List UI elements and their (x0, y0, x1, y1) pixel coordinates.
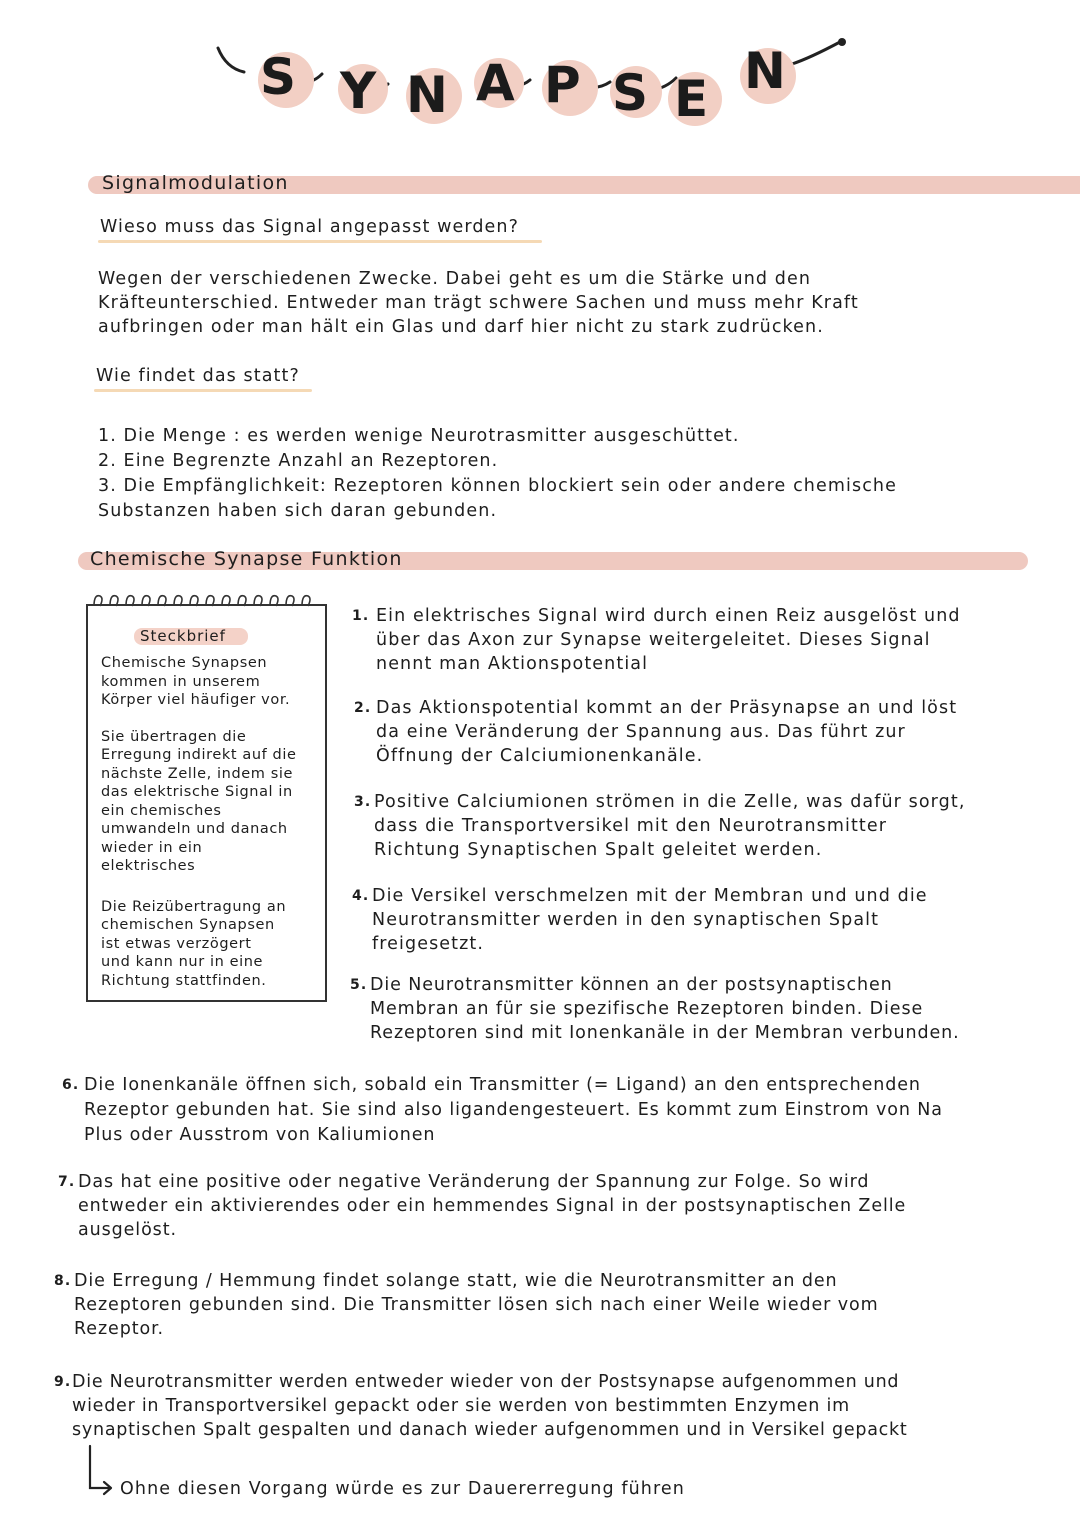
step-number: 8. (54, 1273, 72, 1289)
step-line: da eine Veränderung der Spannung aus. Das führt zur (376, 722, 906, 742)
conclusion-text: Ohne diesen Vorgang würde es zur Dauererregung führen (120, 1479, 685, 1499)
steckbrief-line: Körper viel häufiger vor. (101, 692, 291, 708)
step-number: 9. (54, 1374, 72, 1390)
title-letter: S (612, 64, 649, 122)
step-line: Rezeptoren sind mit Ionenkanäle in der Membran verbunden. (370, 1023, 960, 1043)
steckbrief-line: Richtung stattfinden. (101, 972, 267, 989)
arrow-right-icon (80, 1444, 120, 1496)
title-letter: P (544, 56, 581, 114)
modulation-list (98, 424, 897, 524)
list-item: 2. Eine Begrenzte Anzahl an Rezeptoren. (98, 451, 499, 471)
step-number: 2. (354, 700, 372, 716)
step-number: 6. (62, 1077, 80, 1093)
step-line: Positive Calciumionen strömen in die Zelle, was dafür sorgt, (374, 792, 966, 812)
answer-1-line: aufbringen oder man hält ein Glas und darf hier nicht zu stark zudrücken. (98, 317, 824, 337)
steckbrief-text (101, 654, 296, 990)
page-title (200, 28, 860, 138)
step-line: Die Neurotransmitter können an der postsynaptischen (370, 975, 893, 995)
step-line: Neurotransmitter werden in den synaptischen Spalt (372, 910, 880, 930)
step-number: 3. (354, 794, 372, 810)
step-line: dass die Transportversikel mit den Neurotransmitter (374, 816, 888, 836)
step-number: 7. (58, 1174, 76, 1190)
answer-1 (98, 267, 859, 339)
steckbrief-line: nächste Zelle, indem sie (101, 765, 294, 782)
step-line: Rezeptor. (74, 1319, 165, 1339)
step-line: synaptischen Spalt gespalten und danach wieder aufgenommen und in Versikel gepackt (72, 1420, 908, 1440)
steckbrief-line: Chemische Synapsen (101, 655, 268, 671)
step-line: Die Erregung / Hemmung findet solange statt, wie die Neurotransmitter an den (74, 1271, 838, 1291)
step-line: freigesetzt. (372, 934, 485, 954)
question-2-underline (94, 389, 312, 392)
step-line: Ein elektrisches Signal wird durch einen Reiz ausgelöst und (376, 606, 961, 626)
answer-1-line: Kräfteunterschied. Entweder man trägt schwere Sachen und muss mehr Kraft (98, 293, 859, 313)
step-line: Das Aktionspotential kommt an der Präsynapse an und löst (376, 698, 958, 718)
step-line: entweder ein aktivierendes oder ein hemmendes Signal in der postsynaptischen Zelle (78, 1196, 907, 1216)
step-line: Membran an für sie spezifische Rezeptoren binden. Diese (370, 999, 924, 1019)
step-number: 1. (352, 608, 370, 624)
title-letter: Y (340, 62, 377, 120)
steckbrief-line: das elektrische Signal in (101, 784, 293, 800)
steckbrief-line: Erregung indirekt auf die (101, 747, 297, 763)
steckbrief-line: wieder in ein (101, 839, 203, 856)
list-item: Substanzen haben sich daran gebunden. (98, 501, 498, 521)
notebook-spiral-icon (90, 592, 324, 612)
steckbrief-line: kommen in unserem (101, 673, 261, 690)
title-letter: S (260, 48, 297, 106)
title-letter: N (744, 42, 786, 100)
list-item: 3. Die Empfänglichkeit: Rezeptoren können blockiert sein oder andere chemische (98, 476, 897, 496)
title-letter: N (406, 66, 448, 124)
steckbrief-title: Steckbrief (140, 627, 226, 645)
step-line: über das Axon zur Synapse weitergeleitet. Dieses Signal (376, 630, 931, 650)
answer-1-line: Wegen der verschiedenen Zwecke. Dabei geht es um die Stärke und den (98, 269, 812, 289)
question-1: Wieso muss das Signal angepasst werden? (100, 217, 520, 237)
step-line: Plus oder Ausstrom von Kaliumionen (84, 1125, 436, 1145)
title-letter: A (476, 54, 515, 112)
step-line: Rezeptoren gebunden sind. Die Transmitter lösen sich nach einer Weile wieder vom (74, 1295, 879, 1315)
step-line: Richtung Synaptischen Spalt geleitet werden. (374, 840, 823, 860)
step-line: Die Versikel verschmelzen mit der Membran und und die (372, 886, 928, 906)
section-title-signalmodulation: Signalmodulation (102, 172, 289, 194)
step-line: wieder in Transportversikel gepackt oder sie werden von bestimmten Enzymen im (72, 1396, 850, 1416)
list-item: 1. Die Menge : es werden wenige Neurotrasmitter ausgeschüttet. (98, 426, 740, 446)
steckbrief-line: Sie übertragen die (101, 728, 247, 745)
step-line: Öffnung der Calciumionenkanäle. (376, 746, 704, 766)
step-line: Das hat eine positive oder negative Veränderung der Spannung zur Folge. So wird (78, 1172, 870, 1192)
steckbrief-line: und kann nur in eine (101, 954, 264, 970)
steckbrief-line: elektrisches (101, 858, 196, 874)
steckbrief-line: ein chemisches (101, 802, 222, 819)
steckbrief-line: umwandeln und danach (101, 821, 288, 837)
step-line: ausgelöst. (78, 1220, 177, 1240)
steckbrief-line: Die Reizübertragung an (101, 898, 287, 915)
step-line: Die Ionenkanäle öffnen sich, sobald ein Transmitter (= Ligand) an den entsprechenden (84, 1075, 921, 1095)
section-title-chemische-synapse: Chemische Synapse Funktion (90, 548, 403, 570)
steckbrief-line: chemischen Synapsen (101, 917, 275, 933)
steckbrief-line: ist etwas verzögert (101, 935, 252, 952)
step-number: 4. (352, 888, 370, 904)
question-1-underline (98, 240, 542, 243)
step-line: Die Neurotransmitter werden entweder wieder von der Postsynapse aufgenommen und (72, 1372, 900, 1392)
question-2: Wie findet das statt? (96, 366, 300, 386)
step-number: 5. (350, 977, 368, 993)
title-letter: E (674, 70, 709, 128)
step-line: Rezeptor gebunden hat. Sie sind also ligandengesteuert. Es kommt zum Einstrom von Na (84, 1100, 943, 1120)
step-line: nennt man Aktionspotential (376, 654, 649, 674)
